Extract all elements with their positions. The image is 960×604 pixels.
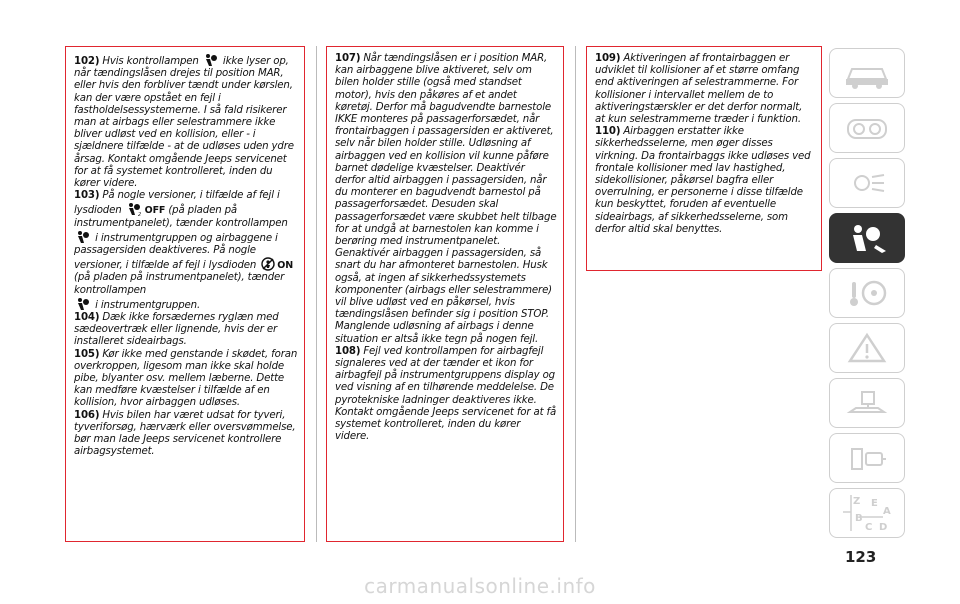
chapter-tab-safety[interactable] [829, 213, 905, 263]
note-102: 102) Hvis kontrollampen ikke lyser op, når tændingslåsen drejes til position MAR, eller hvis den forbliver tændt under kørslen, kan der være opstået en fejl i fastholdelsessystemerne. I så fald risikerer man at airbags eller selestrammere ikke bliver udløst ved en kollision, eller - i sjældnere tilfælde - at de udløses uden ydre årsag. Kontakt omgående Jeeps servicenet for at få systemet kontrolleret, inden du kører videre. [74, 53, 298, 190]
svg-text:B: B [855, 513, 863, 524]
svg-text:A: A [883, 506, 891, 517]
note-105: 105) Kør ikke med genstande i skødet, foran overkroppen, ligesom man ikke skal holde pibe, blyanter osv. mellem læberne. Dette kan medføre kvæstelser i tilfælde af en kollision, hvor airbaggen udløses. [74, 348, 298, 409]
svg-text:2: 2 [137, 212, 141, 217]
note-109: 109) Aktiveringen af frontairbaggen er udviklet til kollisioner af et større omfang end aktiveringen af selestrammerne. For kollisioner i intervallet mellem de to aktiveringstærskler er det derfor normalt, at kun selestrammerne træder i funktion. [595, 53, 803, 126]
emergency-icon [842, 331, 892, 365]
chapter-tab-maintenance[interactable] [829, 378, 905, 428]
technical-data-icon [842, 441, 892, 475]
airbag-warning-icon [76, 297, 90, 311]
note-107: 107) Når tændingslåsen er i position MAR, kan airbaggene blive aktiveret, selv om bilen holder stille (også med standset motor), hvis den påkøres af et andet køretøj. Derfor må bagudvendte barnestole IKKE monteres på passagerforsædet, når frontairbaggen i passagersiden er aktiveret, selv når bilen holder stille. Udløsning af airbaggen ved en kollision vil kunne påføre barnet dødelige kvæstelser. Deaktivér derfor altid airbaggen i passagersiden, når du monterer en bagudvendt barnestol på passagerforsædet. Desuden skal passagerforsædet være skubbet helt tilbage for at undgå at barnestolen kan komme i berøring med instrumentpanelet. Genaktivér airbaggen i passagersiden, så snart du har afmonteret barnestolen. Husk også, at ingen af sikkerhedssystemets komponenter (airbags eller selestrammere) vil blive udløst ved en påkørsel, hvis tændingslåsen befinder sig i position STOP. Manglende udløsning af airbags i denne situation er altså ikke tegn på nogen fejl. [335, 53, 557, 345]
svg-text:E: E [871, 498, 878, 509]
passenger-airbag-on-icon [261, 257, 275, 271]
chapter-tab-technical-data[interactable] [829, 433, 905, 483]
chapter-tab-lights[interactable] [829, 158, 905, 208]
column-divider [575, 46, 576, 542]
svg-text:D: D [879, 522, 888, 533]
watermark: carmanualsonline.info [364, 574, 596, 598]
index-icon [839, 492, 895, 534]
starting-driving-icon [842, 276, 892, 310]
passenger-airbag-off-icon [127, 202, 143, 216]
dashboard-lights-icon [842, 112, 892, 144]
column-divider [316, 46, 317, 542]
notes-column-1 [65, 46, 305, 542]
chapter-tab-starting-driving[interactable] [829, 268, 905, 318]
notes-column-3 [586, 46, 822, 271]
chapter-tab-index[interactable] [829, 488, 905, 538]
airbag-warning-icon [204, 53, 218, 67]
chapter-tab-car-info[interactable] [829, 48, 905, 98]
note-108: 108) Fejl ved kontrollampen for airbagfejl signaleres ved at der tænder et ikon for airbagfejl på instrumentgruppens display og ved visning af en tilhørende meddelelse. De pyrotekniske ladninger deaktiveres ikke. Kontakt omgående Jeeps servicenet for at få systemet kontrolleret, inden du kører videre. [335, 345, 557, 443]
note-104: 104) Dæk ikke forsædernes ryglæn med sædeovertræk eller lignende, hvis der er installeret sideairbags. [74, 312, 279, 348]
car-info-icon [842, 57, 892, 89]
lights-icon [842, 167, 892, 199]
svg-text:C: C [865, 522, 873, 533]
chapter-tab-emergency[interactable] [829, 323, 905, 373]
note-110: 110) Airbaggen erstatter ikke sikkerhedsselerne, men øger disses virkning. Da frontairbaggs ikke udløses ved frontale kollisioner med lav hastighed, sidekollisioner, påkørsel bagfra eller overrulning, er personerne i disse tilfælde kun beskyttet, foruden af eventuelle sideairbags, af sikkerhedsselerne, som derfor altid skal benyttes. [595, 126, 811, 235]
page-number: 123 [845, 548, 877, 566]
note-106: 106) Hvis bilen har været udsat for tyveri, tyveriforsøg, hærværk eller oversvømmelse, bør man lade Jeeps servicenet kontrollere airbagsystemet. [74, 409, 296, 458]
airbag-warning-icon [76, 230, 90, 244]
safety-airbag-icon [842, 221, 892, 255]
chapter-tab-dashboard[interactable] [829, 103, 905, 153]
svg-text:Z: Z [853, 496, 861, 507]
note-103: 103) På nogle versioner, i tilfælde af fejl i lysdioden 2 OFF (på pladen på instrumentpanelet), tænder kontrollampen i instrumentgruppen og airbaggene i passagersiden deaktiveres. På nogle versioner, i tilfælde af fejl i lysdioden ON (på pladen på instrumentpanelet), tænder kontrollampen i instrumentgruppen. [74, 190, 294, 311]
maintenance-icon [842, 386, 892, 420]
notes-column-2 [326, 46, 564, 542]
